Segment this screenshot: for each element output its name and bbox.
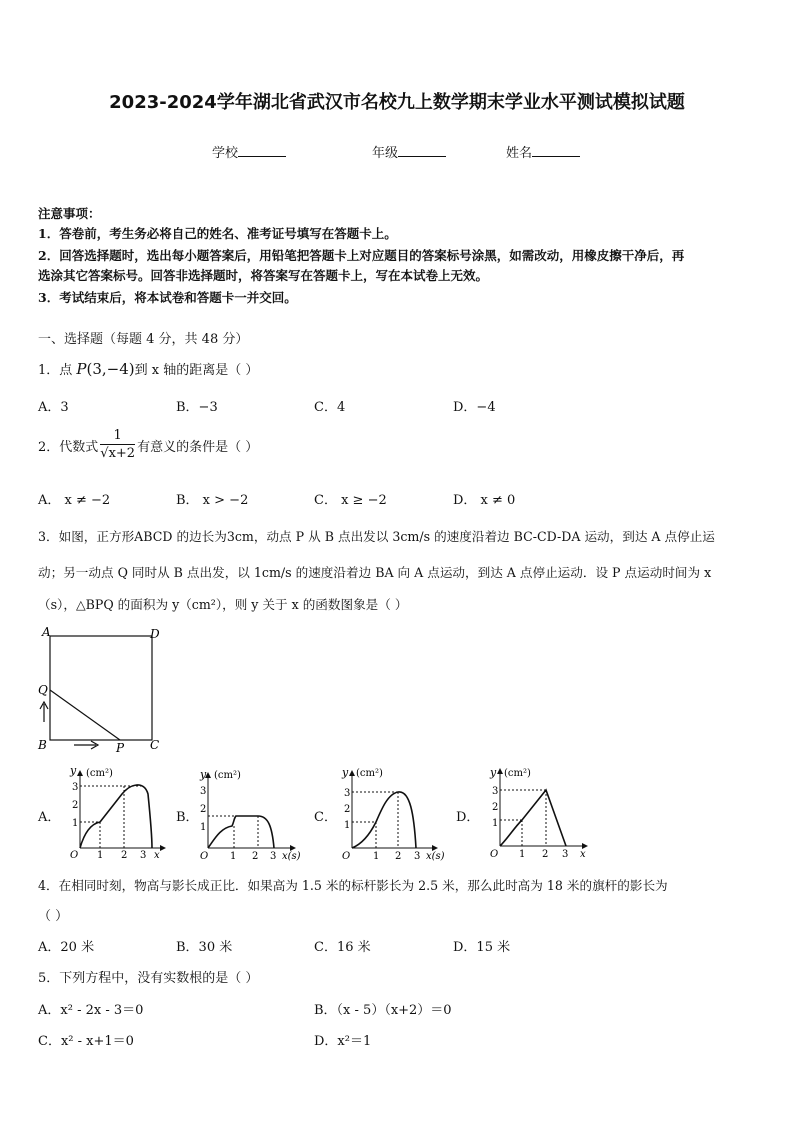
q4-option: B．30 米 <box>176 940 233 955</box>
tick-1: 1 <box>344 820 351 831</box>
curve <box>208 816 274 848</box>
label-b: B <box>38 738 47 752</box>
tick-x3: 3 <box>562 849 569 860</box>
tick-1: 1 <box>492 818 499 829</box>
unit-label: (cm²) <box>504 768 531 779</box>
graph-option-a <box>60 764 170 860</box>
section-heading: 一、选择题（每题 4 分，共 48 分） <box>38 332 249 347</box>
y-label: y <box>490 766 497 779</box>
tick-x1: 1 <box>97 850 104 860</box>
page-title: 2023-2024学年湖北省武汉市名校九上数学期末学业水平测试模拟试题 <box>109 92 685 113</box>
tick-x3: 3 <box>414 851 421 862</box>
tick-x2: 2 <box>542 849 549 860</box>
graph-option-c <box>334 764 450 862</box>
q5-option: C．x² - x+1＝0 <box>38 1034 134 1049</box>
origin-label: O <box>200 851 209 862</box>
q1-coords: (3,−4) <box>86 360 135 378</box>
curve <box>500 790 566 846</box>
q3-text: （s），△BPQ 的面积为 y（cm²），则 y 关于 x 的函数图象是（ ） <box>38 597 408 612</box>
y-arrow <box>77 770 83 776</box>
tick-x2: 2 <box>121 850 128 860</box>
tick-2: 2 <box>72 800 79 811</box>
square-abcd <box>50 636 152 740</box>
q1-option: D．−4 <box>453 400 496 415</box>
tick-2: 2 <box>200 804 207 815</box>
notice-item: 选涂其它答案标号。回答非选择题时，将答案写在答题卡上，写在本试卷上无效。 <box>38 268 489 283</box>
q2-option: C． x ≥ −2 <box>314 493 387 508</box>
notice-item: 3．考试结束后，将本试卷和答题卡一并交回。 <box>38 290 297 305</box>
origin-label: O <box>70 850 79 860</box>
curve <box>80 785 152 848</box>
y-arrow <box>349 770 355 776</box>
q3-option-label: A． <box>38 810 61 825</box>
q2-prefix: 2．代数式 <box>38 440 99 455</box>
tick-x3: 3 <box>140 850 147 860</box>
x-label: x <box>154 850 160 860</box>
y-label: y <box>200 768 207 781</box>
q2-suffix: 有意义的条件是（ ） <box>137 440 259 455</box>
name-field <box>506 142 580 161</box>
x-label: x(s) <box>426 851 445 862</box>
notice-heading: 注意事项： <box>38 206 101 221</box>
y-arrow <box>497 768 503 774</box>
q1-prefix: 1．点 <box>38 363 77 378</box>
grade-blank <box>398 144 446 157</box>
grade-label: 年级 <box>372 146 399 161</box>
q3-option-label: C． <box>314 810 337 825</box>
q5-option: B．（x - 5）（x+2）＝0 <box>314 1003 452 1018</box>
unit-label: (cm²) <box>214 770 241 781</box>
label-d: D <box>150 627 160 641</box>
unit-label: (cm²) <box>356 768 383 779</box>
q5-option: A．x² - 2x - 3＝0 <box>38 1003 144 1018</box>
tick-3: 3 <box>200 786 207 797</box>
q3-option-label: D． <box>456 810 480 825</box>
tick-3: 3 <box>492 786 499 797</box>
y-label: y <box>342 766 349 779</box>
q3-option-label: B． <box>176 810 199 825</box>
q5-stem: 5．下列方程中，没有实数根的是（ ） <box>38 971 259 986</box>
tick-3: 3 <box>72 782 79 793</box>
tick-x1: 1 <box>373 851 380 862</box>
tick-x2: 2 <box>395 851 402 862</box>
tick-2: 2 <box>344 804 351 815</box>
tick-1: 1 <box>200 822 207 833</box>
question-2 <box>38 428 258 463</box>
x-label: x(s) <box>282 851 301 862</box>
tick-x3: 3 <box>270 851 277 862</box>
q5-option: D．x²＝1 <box>314 1034 372 1049</box>
graph-option-d <box>484 762 600 860</box>
label-p: P <box>116 741 125 754</box>
tick-x1: 1 <box>230 851 237 862</box>
tick-x2: 2 <box>252 851 259 862</box>
name-label: 姓名 <box>506 146 533 161</box>
q1-option: B．−3 <box>176 400 218 415</box>
x-arrow <box>160 845 166 851</box>
q4-option: C．16 米 <box>314 940 371 955</box>
q3-text: 3．如图，正方形ABCD 的边长为3cm，动点 P 从 B 点出发以 3cm/s 的速度沿着边 BC-CD-DA 运动，到达 A 点停止运 <box>38 529 715 544</box>
q2-option: B． x > −2 <box>176 493 249 508</box>
tick-2: 2 <box>492 802 499 813</box>
curve <box>352 792 416 848</box>
school-blank <box>238 144 286 157</box>
q3-text: 动；另一动点 Q 同时从 B 点出发，以 1cm/s 的速度沿着边 BA 向 A 点运动，到达 A 点停止运动．设 P 点运动时间为 x <box>38 565 712 580</box>
q4-text: （ ） <box>38 909 69 924</box>
school-field <box>212 142 286 161</box>
q2-numerator: 1 <box>100 428 135 445</box>
name-blank <box>532 144 580 157</box>
question-1 <box>38 359 258 378</box>
graph-option-b <box>192 766 308 862</box>
label-q: Q <box>38 683 48 697</box>
q1-suffix: 到 x 轴的距离是（ ） <box>134 363 259 378</box>
tick-x1: 1 <box>519 849 526 860</box>
segment-qp <box>50 690 120 740</box>
school-label: 学校 <box>212 146 239 161</box>
q1-option: C．4 <box>314 400 346 415</box>
tick-1: 1 <box>72 818 79 829</box>
q4-option: D．15 米 <box>453 940 511 955</box>
q1-point: P <box>76 360 87 378</box>
q1-option: A．3 <box>38 400 69 415</box>
notice-item: 2．回答选择题时，选出每小题答案后，用铅笔把答题卡上对应题目的答案标号涂黑，如需改动，用橡皮擦干净后，再 <box>38 248 685 263</box>
q4-text: 4．在相同时刻，物高与影长成正比．如果高为 1.5 米的标杆影长为 2.5 米，那么此时高为 18 米的旗杆的影长为 <box>38 878 668 893</box>
origin-label: O <box>342 851 351 862</box>
q2-denominator: √x+2 <box>100 446 136 461</box>
notice-item: 1．答卷前，考生务必将自己的姓名、准考证号填写在答题卡上。 <box>38 226 397 241</box>
square-figure <box>34 624 170 754</box>
label-a: A <box>42 625 51 639</box>
label-c: C <box>150 738 160 752</box>
q4-option: A．20 米 <box>38 940 95 955</box>
unit-label: (cm²) <box>86 768 113 779</box>
origin-label: O <box>490 849 499 860</box>
y-label: y <box>70 764 77 777</box>
x-label: x <box>580 849 586 860</box>
tick-3: 3 <box>344 788 351 799</box>
q2-option: D． x ≠ 0 <box>453 493 516 508</box>
q2-option: A． x ≠ −2 <box>38 493 111 508</box>
grade-field <box>372 142 446 161</box>
q2-fraction <box>100 428 135 463</box>
